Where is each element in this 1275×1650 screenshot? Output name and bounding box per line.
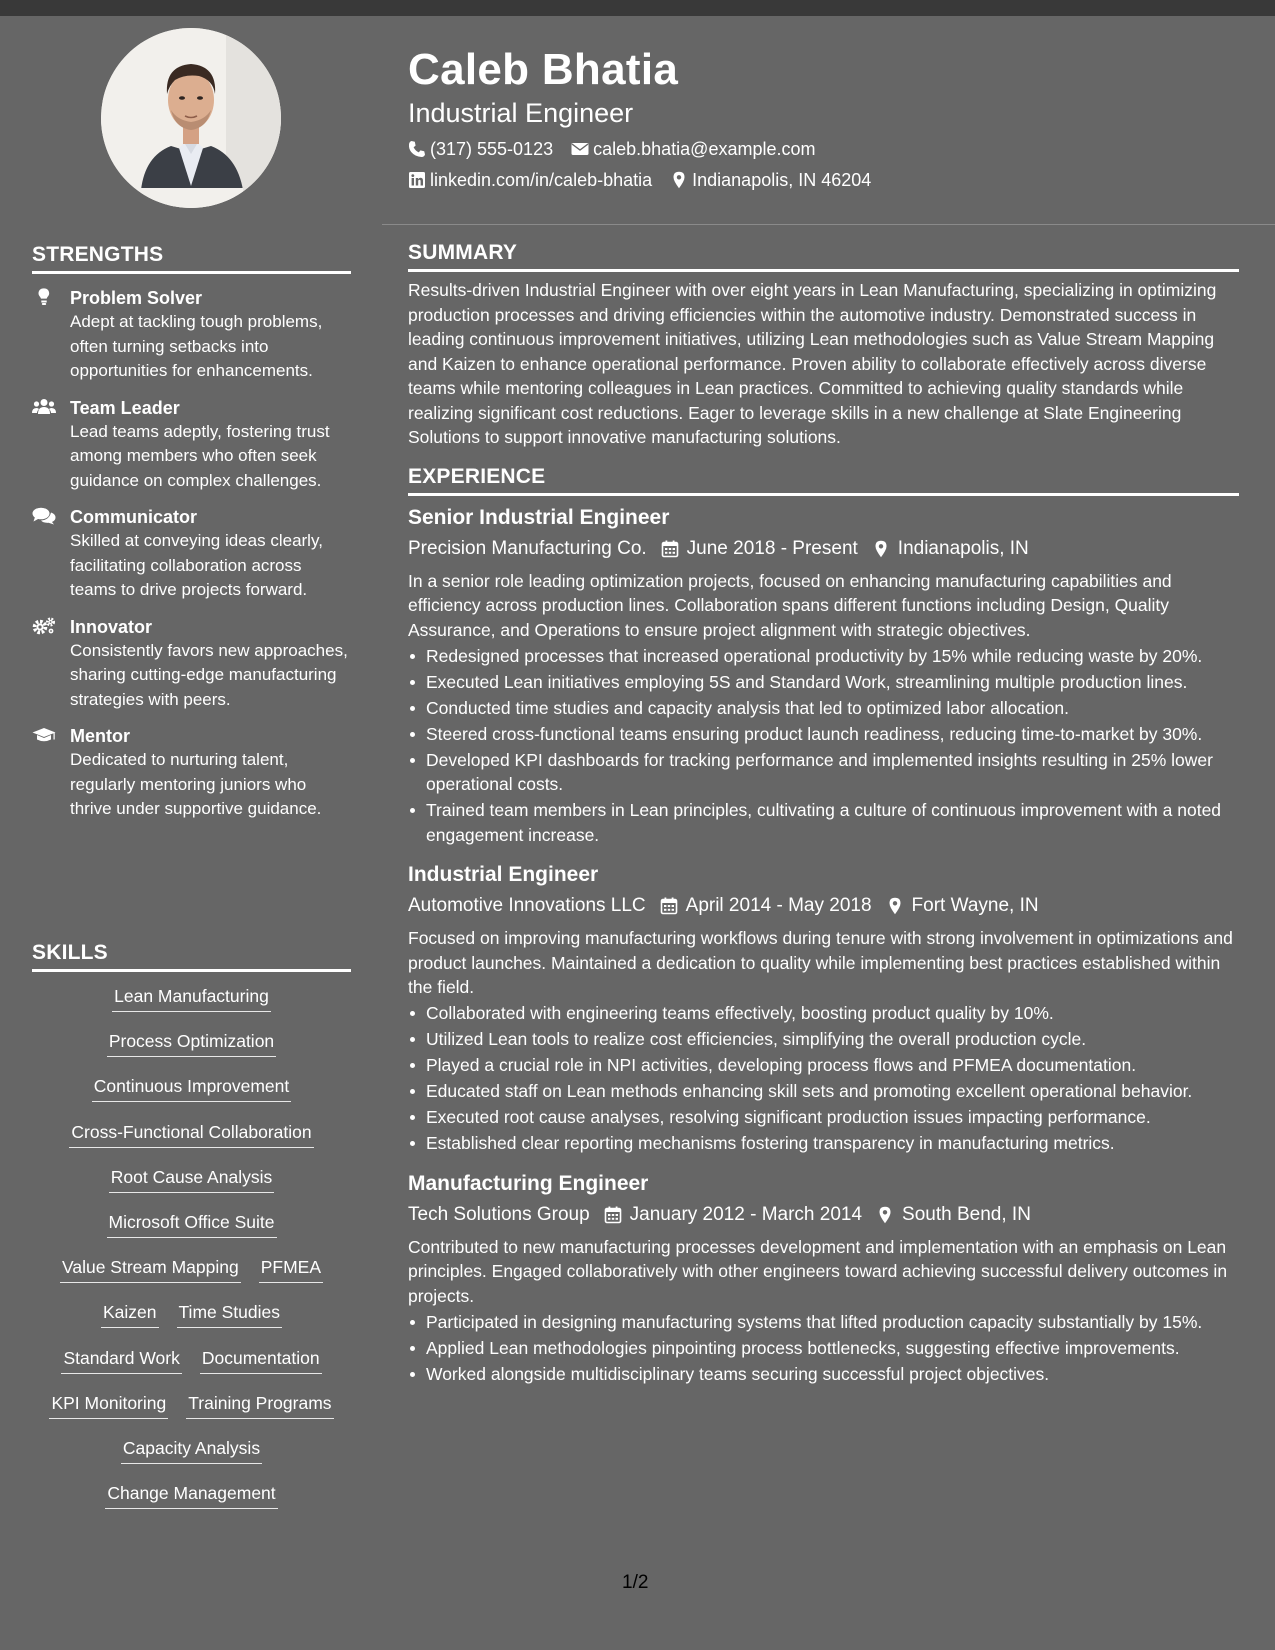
job-bullet: Utilized Lean tools to realize cost efficiencies, simplifying the overall production cycle. (408, 1027, 1239, 1052)
job-entry (408, 504, 1239, 848)
job-description: In a senior role leading optimization projects, focused on enhancing manufacturing capabilities and efficiency across production lines. Collaboration spans different functions including Design, Quality Assurance, and Operations to ensure project alignment with strategic objectives. (408, 570, 1172, 640)
experience-section (408, 464, 1239, 1387)
skill-tag: Lean Manufacturing (112, 984, 271, 1012)
strength-item (32, 615, 351, 713)
skill-tag: KPI Monitoring (49, 1391, 168, 1419)
summary-heading: SUMMARY (408, 240, 1239, 272)
sidebar (0, 16, 382, 1650)
job-title: Industrial Engineer (408, 863, 599, 886)
skill-tag: Kaizen (101, 1300, 159, 1328)
location-contact (670, 168, 871, 192)
job-meta (408, 893, 1239, 919)
job-bullet: Worked alongside multidisciplinary teams securing successful project objectives. (408, 1362, 1239, 1387)
job-location: Indianapolis, IN (897, 537, 1029, 559)
contact-line-2 (408, 168, 1238, 192)
email-address: caleb.bhatia@example.com (593, 139, 816, 159)
job-bullets (408, 1001, 1239, 1156)
job-bullet: Applied Lean methodologies pinpointing process bottlenecks, suggesting effective improvements. (408, 1336, 1239, 1361)
skill-tag: Capacity Analysis (121, 1436, 262, 1464)
company-name: Tech Solutions Group (408, 1203, 590, 1225)
skills-section (32, 940, 351, 1526)
skill-tag: Microsoft Office Suite (107, 1210, 277, 1238)
linkedin-url: linkedin.com/in/caleb-bhatia (430, 170, 653, 190)
profile-photo (101, 28, 281, 208)
job-dates: January 2012 - March 2014 (629, 1203, 863, 1225)
graduation-cap-icon (32, 726, 56, 744)
job-bullet: Educated staff on Lean methods enhancing skill sets and promoting excellent operational behavior. (408, 1079, 1239, 1104)
job-meta (408, 1202, 1239, 1228)
skill-tag: PFMEA (259, 1255, 323, 1283)
job-description: Contributed to new manufacturing processes development and implementation with an emphasis on Lean principles. Engaged collaboratively with other engineers toward achieving successful delivery outcomes in projects. (408, 1236, 1228, 1306)
strength-description: Consistently favors new approaches, sharing cutting-edge manufacturing strategies with peers. (70, 640, 348, 709)
top-bar (0, 0, 1275, 16)
job-dates: April 2014 - May 2018 (685, 895, 872, 916)
company-name: Automotive Innovations LLC (408, 895, 646, 916)
map-pin-icon (670, 171, 688, 189)
strength-description: Adept at tackling tough problems, often turning setbacks into opportunities for enhancements. (70, 312, 323, 380)
skill-tag: Cross-Functional Collaboration (69, 1120, 313, 1148)
location-text: Indianapolis, IN 46204 (692, 170, 872, 190)
job-bullets (408, 1310, 1239, 1387)
page-number: 1/2 (622, 1572, 649, 1593)
strength-item (32, 724, 351, 822)
strength-item (32, 505, 351, 603)
skills-heading: SKILLS (32, 940, 351, 972)
strength-description: Lead teams adeptly, fostering trust among members who often seek guidance on complex challenges. (70, 421, 330, 490)
skill-tag: Value Stream Mapping (60, 1255, 241, 1283)
resume-header (408, 16, 1238, 192)
main-content (408, 240, 1239, 1386)
job-bullet: Established clear reporting mechanisms fostering transparency in manufacturing metrics. (408, 1131, 1239, 1156)
job-location: Fort Wayne, IN (911, 895, 1039, 916)
map-pin-icon (876, 1206, 894, 1224)
skill-tag: Time Studies (177, 1300, 282, 1328)
job-bullet: Trained team members in Lean principles, cultivating a culture of continuous improvement with a noted engagement increase. (408, 798, 1239, 847)
job-bullet: Collaborated with engineering teams effectively, boosting product quality by 10%. (408, 1001, 1239, 1026)
strength-name: Mentor (70, 726, 130, 746)
candidate-title: Industrial Engineer (408, 98, 634, 128)
skill-tag: Documentation (200, 1346, 322, 1374)
envelope-icon (571, 140, 589, 158)
strength-description: Skilled at conveying ideas clearly, facilitating collaboration across teams to drive projects forward. (70, 531, 323, 599)
job-bullet: Conducted time studies and capacity analysis that led to optimized labor allocation. (408, 696, 1239, 721)
experience-heading: EXPERIENCE (408, 464, 1239, 496)
strength-item (32, 396, 351, 494)
company-name: Precision Manufacturing Co. (408, 537, 647, 559)
job-dates: June 2018 - Present (686, 537, 858, 559)
profile-photo-portrait (101, 28, 281, 208)
job-bullet: Developed KPI dashboards for tracking performance and implemented insights resulting in 25% lower operational costs. (408, 748, 1239, 797)
job-description: Focused on improving manufacturing workflows during tenure with strong involvement in optimizations and product launches. Maintained a dedication to quality while implementing best practices established within the field. (408, 928, 1233, 997)
summary-section (408, 240, 1239, 450)
candidate-name: Caleb Bhatia (408, 45, 679, 94)
skill-tag: Training Programs (186, 1391, 333, 1419)
header-divider (382, 224, 1275, 225)
linkedin-contact[interactable] (408, 168, 652, 192)
map-pin-icon (886, 897, 904, 915)
job-title: Senior Industrial Engineer (408, 505, 670, 529)
summary-text: Results-driven Industrial Engineer with over eight years in Lean Manufacturing, specializing in optimizing production processes and driving efficiencies within the automotive industry. Demonstrated success in leading continuous improvement initiatives, utilizing Lean methodologies such as Value Stream Mapping and Kaizen to enhance operational performance. Proven ability to collaborate effectively across diverse teams while mentoring colleagues in Lean practices. Committed to achieving quality standards while realizing significant cost reductions. Eager to leverage skills in a new challenge at Slate Engineering Solutions to support innovative manufacturing solutions. (408, 280, 1217, 447)
calendar-icon (604, 1206, 622, 1224)
contact-line-1 (408, 137, 1238, 161)
job-bullet: Redesigned processes that increased operational productivity by 15% while reducing waste by 20%. (408, 644, 1239, 669)
job-bullet: Participated in designing manufacturing systems that lifted production capacity substantially by 15%. (408, 1310, 1239, 1335)
calendar-icon (661, 540, 679, 558)
strengths-heading: STRENGTHS (32, 242, 351, 274)
job-location: South Bend, IN (902, 1203, 1031, 1225)
strength-name: Problem Solver (70, 288, 203, 308)
skill-tag: Root Cause Analysis (109, 1165, 274, 1193)
job-entry (408, 1170, 1239, 1387)
map-pin-icon (872, 540, 890, 558)
skill-tag: Change Management (105, 1481, 277, 1509)
linkedin-icon (408, 171, 426, 189)
phone-contact[interactable] (408, 137, 553, 161)
skill-tag: Standard Work (61, 1346, 181, 1374)
users-icon (32, 398, 56, 416)
strength-description: Dedicated to nurturing talent, regularly mentoring juniors who thrive under supportive guidance. (70, 750, 322, 818)
job-bullets (408, 644, 1239, 848)
strength-name: Communicator (70, 507, 198, 527)
skill-tag: Process Optimization (107, 1029, 276, 1057)
calendar-icon (660, 897, 678, 915)
job-bullet: Executed root cause analyses, resolving significant production issues impacting performance. (408, 1105, 1239, 1130)
job-bullet: Steered cross-functional teams ensuring product launch readiness, reducing time-to-market by 30%. (408, 722, 1239, 747)
strength-name: Innovator (70, 616, 153, 637)
gears-icon (32, 617, 56, 635)
strength-name: Team Leader (70, 397, 180, 418)
skill-tag: Continuous Improvement (92, 1074, 292, 1102)
skills-list (32, 984, 351, 1526)
job-bullet: Executed Lean initiatives employing 5S and Standard Work, streamlining multiple production lines. (408, 670, 1239, 695)
job-meta (408, 536, 1239, 562)
lightbulb-icon (32, 288, 56, 306)
job-entry (408, 861, 1239, 1156)
comments-icon (32, 507, 56, 525)
strengths-section (32, 242, 351, 822)
phone-icon (408, 140, 426, 158)
phone-number: (317) 555-0123 (430, 139, 554, 159)
email-contact[interactable] (571, 137, 815, 161)
job-bullet: Played a crucial role in NPI activities, developing process flows and PFMEA documentation. (408, 1053, 1239, 1078)
strength-item (32, 286, 351, 384)
job-title: Manufacturing Engineer (408, 1171, 649, 1195)
